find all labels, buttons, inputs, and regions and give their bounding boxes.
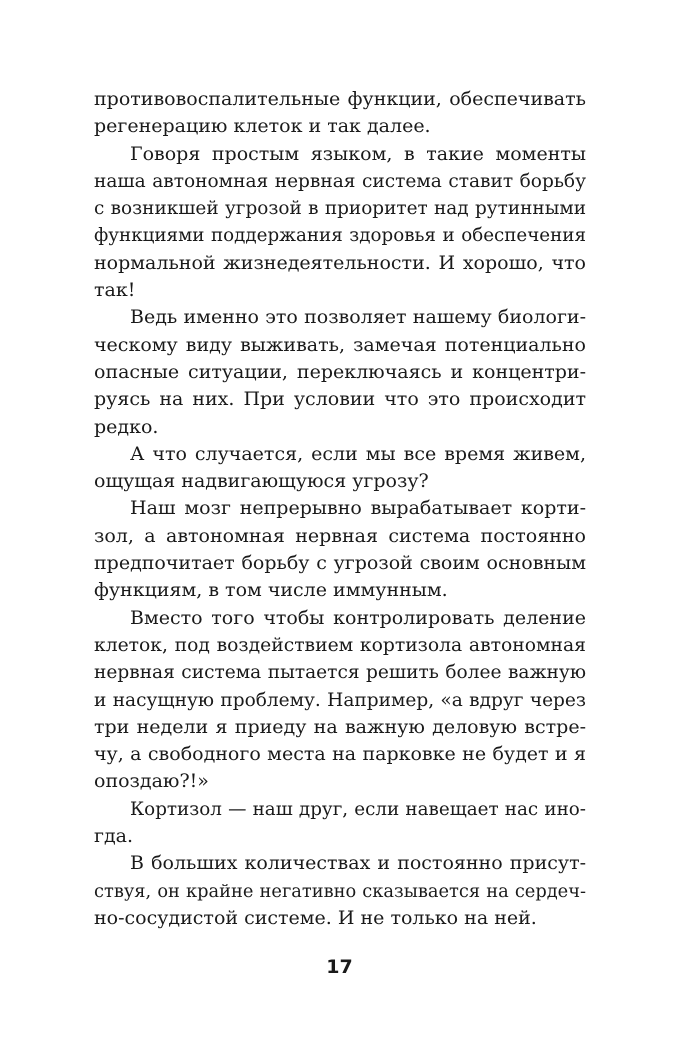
text-line: чу, а свободного места на парковке не будет и я bbox=[94, 743, 586, 766]
text-line: опасные ситуации, переключаясь и концентри- bbox=[94, 360, 586, 383]
text-line: руясь на них. При условии что это происходит bbox=[94, 388, 586, 411]
text-line: с возникшей угрозой в приоритет над рутинными bbox=[94, 198, 586, 220]
text-line: ощущая надвигающуюся угрозу? bbox=[94, 470, 429, 493]
text-line: три недели я приеду на важную деловую встре- bbox=[94, 715, 586, 738]
page-text bbox=[94, 86, 586, 932]
text-line: регенерацию клеток и так далее. bbox=[94, 115, 431, 138]
text-line: предпочитает борьбу с угрозой своим основным bbox=[94, 552, 586, 575]
text-line: зол, а автономная нервная система постоянно bbox=[94, 524, 586, 547]
text-line: редко. bbox=[94, 415, 159, 438]
text-line: Говоря простым языком, в такие моменты bbox=[130, 142, 586, 165]
text-line: Кортизол — наш друг, если навещает нас ино- bbox=[130, 798, 586, 820]
text-line: противовоспалительные функции, обеспечивать bbox=[94, 88, 586, 110]
text-line: Вместо того чтобы контролировать деление bbox=[130, 606, 586, 629]
text-line: функциям, в том числе иммунным. bbox=[94, 579, 448, 602]
text-line: А что случается, если мы все время живем, bbox=[130, 442, 586, 465]
text-line: опоздаю?!» bbox=[94, 770, 209, 793]
text-line: Ведь именно это позволяет нашему биологи- bbox=[130, 306, 586, 329]
page-number: 17 bbox=[326, 956, 353, 978]
text-line: нормальной жизнедеятельности. И хорошо, что bbox=[94, 251, 586, 274]
text-line: функциями поддержания здоровья и обеспечения bbox=[94, 225, 586, 247]
text-line: так! bbox=[94, 279, 136, 302]
text-line: Наш мозг непрерывно вырабатывает корти- bbox=[130, 497, 586, 520]
text-line: и насущную проблему. Например, «а вдруг через bbox=[94, 689, 586, 711]
text-line: но-сосудистой системе. И не только на ней. bbox=[94, 906, 537, 929]
text-line: клеток, под воздействием кортизола автономная bbox=[94, 634, 586, 656]
text-line: В больших количествах и постоянно присут- bbox=[130, 852, 586, 875]
text-line: нервная система пытается решить более важную bbox=[94, 662, 586, 684]
text-line: гда. bbox=[94, 825, 134, 848]
text-line: наша автономная нервная система ставит борьбу bbox=[94, 170, 586, 192]
text-line: ствуя, он крайне негативно сказывается на сердеч- bbox=[94, 880, 586, 902]
text-line: ческому виду выживать, замечая потенциально bbox=[94, 333, 586, 356]
